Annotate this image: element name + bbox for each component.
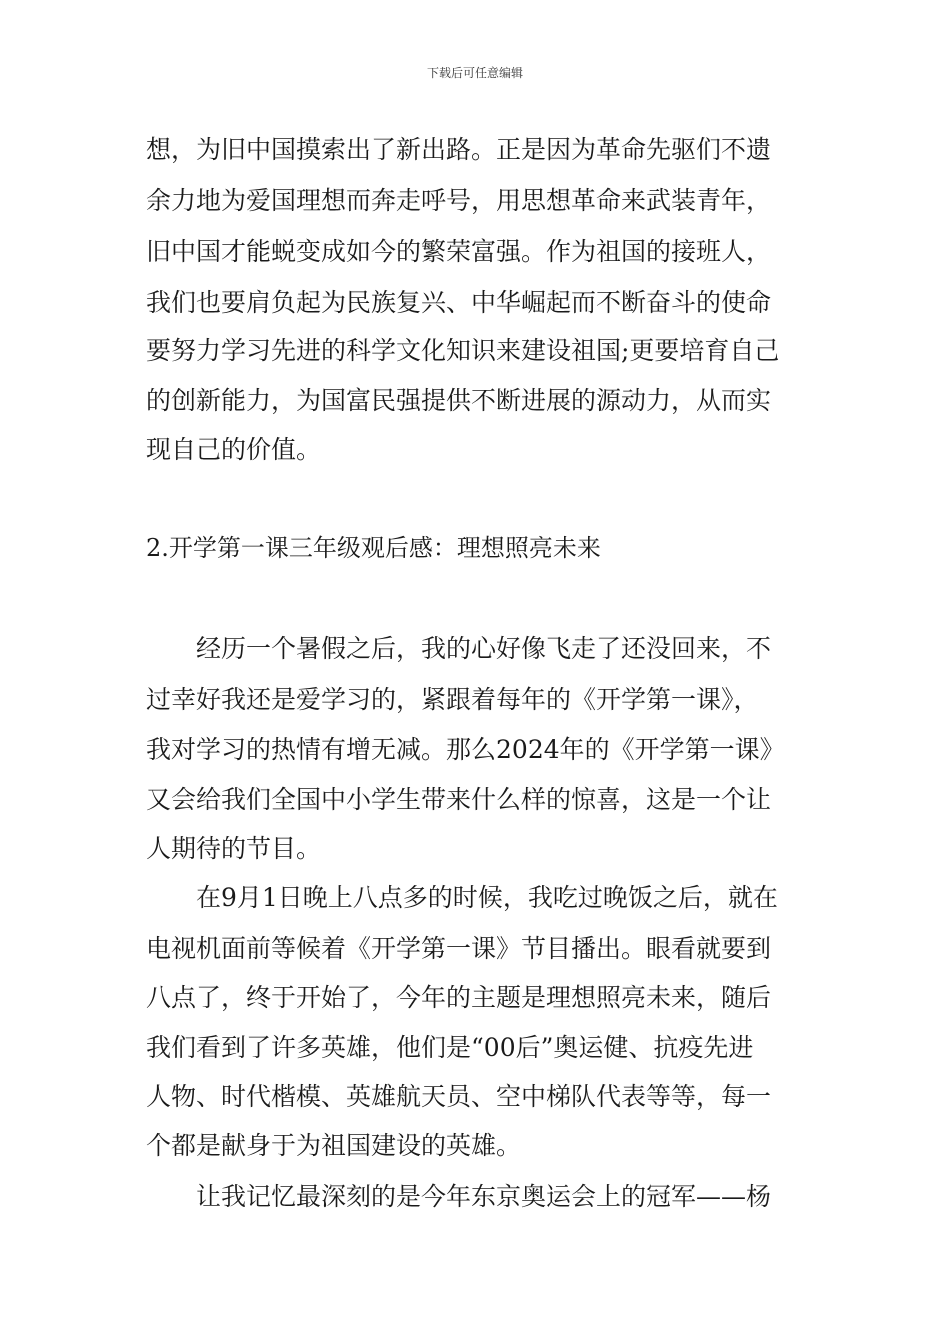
text-line: 余力地为爱国理想而奔走呼号，用思想革命来武装青年，	[146, 186, 772, 215]
text-line: 我们看到了许多英雄，他们是“00后”奥运健、抗疫先进	[146, 1033, 754, 1062]
text-line: 在9月1日晚上八点多的时候，我吃过晚饭之后，就在	[196, 883, 778, 912]
text-line: 现自己的价值。	[146, 435, 322, 464]
section-heading: 2.开学第一课三年级观后感：理想照亮未来	[146, 534, 601, 562]
text-line: 的创新能力，为国富民强提供不断进展的源动力，从而实	[146, 386, 772, 415]
text-line: 让我记忆最深刻的是今年东京奥运会上的冠军——杨	[196, 1182, 772, 1211]
text-line: 电视机面前等候着《开学第一课》节目播出。眼看就要到	[146, 934, 772, 963]
text-line: 人期待的节目。	[146, 834, 322, 863]
text-line: 过幸好我还是爱学习的，紧跟着每年的《开学第一课》，	[146, 685, 759, 714]
text-line: 个都是献身于为祖国建设的英雄。	[146, 1131, 522, 1160]
text-line: 又会给我们全国中小学生带来什么样的惊喜，这是一个让	[146, 785, 772, 814]
text-line: 我们也要肩负起为民族复兴、中华崛起而不断奋斗的使命	[146, 288, 772, 317]
text-line: 我对学习的热情有增无减。那么2024年的《开学第一课》	[146, 735, 785, 764]
text-line: 要努力学习先进的科学文化知识来建设祖国;更要培育自己	[146, 336, 780, 365]
text-line: 人物、时代楷模、英雄航天员、空中梯队代表等等，每一	[146, 1082, 772, 1111]
text-line: 八点了，终于开始了，今年的主题是理想照亮未来，随后	[146, 983, 772, 1012]
text-line: 想，为旧中国摸索出了新出路。正是因为革命先驱们不遗	[146, 135, 772, 164]
text-line: 经历一个暑假之后，我的心好像飞走了还没回来，不	[196, 634, 772, 663]
page-header: 下载后可任意编辑	[426, 66, 523, 80]
text-line: 旧中国才能蜕变成如今的繁荣富强。作为祖国的接班人，	[146, 237, 772, 266]
